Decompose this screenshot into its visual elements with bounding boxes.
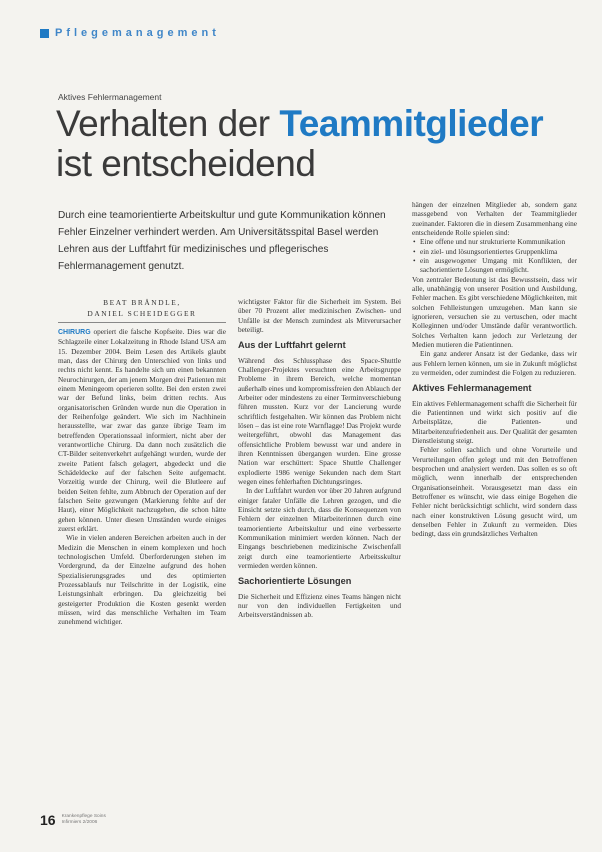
paragraph: Wie in vielen anderen Bereichen arbeiten auch in der Medizin die Menschen in einem komplexen und hoch technologischen Umfeld. Überforderungen stehen im Vordergrund, da der Einzelne aufgrund des hohen Spezialisierungsgrades und des optimierten Prozessablaufs nur Teilschritte in der Logistik, eine Leistungsinhalt erbringen. Da gleichzeitig bei gesteigerter Produktion die Kosten gesenkt werden müssen, wird das menschliche Verhalten im Team zunehmend wichtiger. [58, 533, 226, 627]
title-line2: ist entscheidend [56, 143, 316, 184]
paragraph: Die Sicherheit und Effizienz eines Teams hängen nicht nur von den individuellen Fertigkeiten und Arbeitsverständnissen ab. [238, 591, 401, 620]
title-part1: Verhalten der [56, 103, 280, 144]
paragraph: Fehler sollen sachlich und ohne Vorurteile und Verurteilungen offen gelegt und mit den Betroffenen besprochen und analysiert werden. Das sollen es so oft möglich, wenn innerhalb der entsprechenden Organisationseinheit. Vorausgesetzt man dass ein Betroffener es wünscht, wie dass einige Bogehen die Fehler nicht berücksichtigt schlicht, wird sondern dass nach einer konstruktiven Lösung gesucht wird, um denselben Fehler in Zukunft zu vermeiden. Dies bedingt, dass ein grundsätzliches Verhalten [412, 445, 577, 539]
text-column-1 [58, 327, 226, 811]
publication-issue: Infirmiers 2/2006 [61, 820, 98, 825]
subheading-fehlermanagement: Aktives Fehlermanagement [412, 383, 532, 394]
subheading-luftfahrt: Aus der Luftfahrt gelernt [238, 340, 346, 351]
run-in-word: CHIRURG [58, 329, 91, 336]
section-title: Pflegemanagement [55, 27, 220, 39]
publication-name: Krankenpflege Soins [61, 814, 106, 819]
paragraph: wichtigster Faktor für die Sicherheit im System. Bei über 70 Prozent aller medizinischen Zwischen- und Unfälle ist der Mensch zumindest als Mitverursacher beteiligt. [238, 297, 401, 334]
author-1: BEAT BRÄNDLE, [103, 298, 181, 307]
paragraph: Während des Schlussphase des Space-Shuttle Challenger-Projektes versuchten eine Arbeitsgruppe Probleme in ihrem Bereich, welche momentan außerhalb eines und kompromissfreien den Ablauch der Arbeiter oder mindestens zu einer Terminverschiebung führen mussten. Kurz vor der Lancierung wurde schriftlich festgehalten. Wir können das Problem nicht lösen – das ist eine rote Warnflagge! Das Projekt wurde weitergeführt, obwohl das Management das offensichtliche Problem bewusst war und andere in ihren Kenntnissen übergangen wurden. Eine grosse Nation war erschüttert: Space Shuttle Challenger explodierte 1986 wenige Sekunden nach dem Start wegen eines fehlerhaften Dichtungsringes. [238, 355, 401, 486]
article-title [56, 104, 543, 184]
paragraph: Ein aktives Fehlermanagement schafft die Sicherheit für die Patientinnen und wirkt sich positiv auf die Arbeitsplätze, die Patienten- und Mitarbeitenzufriedenheit aus. Der Qualität der gesamten Dienstleistung steigt. [412, 398, 577, 445]
article-kicker: Aktives Fehlermanagement [58, 92, 162, 102]
page-number: 16 [40, 812, 56, 828]
section-marker-icon [40, 29, 49, 38]
list-item: • Eine offene und nur strukturierte Kommunikation [412, 237, 577, 246]
paragraph: Von zentraler Bedeutung ist das Bewusstsein, dass wir alle, unabhängig von unserer Position und Ausbildung, Fehler machen. Es gibt verschiedene Möglichkeiten, mit solchen Fehlleistungen umzugehen. Man kann sie ignorieren, versuchen sie zu vertuschen, oder macht Kolleginnen und/oder Umstände dafür verantwortlich. Solches Verhalten kann jedoch zur Verletzung der Medien mutieren die Patientinnen. [412, 274, 577, 349]
article-lead: Durch eine teamorientierte Arbeitskultur und gute Kommunikation können Fehler Einzelner verhindert werden. Am Universitätsspital Basel werden Lehren aus der Luftfahrt für medizinisches und pflegerisches Fehlermanagement genutzt. [58, 210, 386, 272]
list-item: • ein ausgewogener Umgang mit Konflikten, der sachorientierte Lösungen ermöglicht. [412, 256, 577, 275]
byline [58, 297, 226, 319]
paragraph-text: operiert die falsche Kopfseite. Dies war die Schlagzeile einer Lokalzeitung in Rhode Island USA am 15. Dezember 2004. Beim Lesen des Artikels glaubt man, dass der Chirurg den Unterschied von links und rechts nicht kennt. Es handelte sich um einen bekannten Neurochirurgen, der am jenem Morgen drei Patienten mit einem Meningeom operieren sollte. Bei den ersten zwei war der Befund links, beim dritten rechts. Aus organisatorischen Gründen wurde nun die Operation in der Reihenfolge geändert. Wie sich im Nachhinein herausstellte, war zwar das ganze übrige Team im betreffenden Operationssaal informiert, nicht aber der verantwortliche Chirurg. Da dann noch zusätzlich die CT-Bilder seitenverkehrt aufgehängt wurden, wurde der zweite Patient falsch gelagert, abgedeckt und die Schädeldecke auf der falschen Seite aufgemacht. Vorzeitig wurde der Chirurg, weil die Blutleere auf beiden Seiten fehlte, zum Abbruch der Operation auf der falschen Seite gezwungen (Markierung fehlte auf der Haut), einer Möglichkeit nachzugehen, die schon hätte gehen können. Unter diesen Umständen wurde einiges zuerst erklärt. [58, 327, 226, 533]
byline-divider [58, 322, 226, 323]
paragraph: In der Luftfahrt wurden vor über 20 Jahren aufgrund einiger fataler Unfälle die Lehren gezogen, und die Einsicht setzte sich durch, dass die Konsequenzen von Fehlern der einzelnen Mitarbeiterinnen durch eine teamorientierte Arbeitskultur und eine verbesserte Kommunikation minimiert werden können. Nach der Eingangs beschriebenen medizinische Zwischenfall zeigt durch eine teamorientierte Arbeitsskultur vermieden werden können. [238, 486, 401, 570]
paragraph [58, 327, 226, 533]
text-column-2 [238, 297, 401, 817]
paragraph: hängen der einzelnen Mitglieder ab, sondern ganz massgebend von Verhalten der Teammitglieder zueinander. Faktoren die in diesem Zusammenhang eine entscheidende Rolle spielen sind: [412, 200, 577, 237]
author-2: DANIEL SCHEIDEGGER [87, 309, 197, 318]
paragraph: Ein ganz anderer Ansatz ist der Gedanke, dass wir aus Fehlern lernen können, um sie in Zukunft möglichst zu vermeiden, oder zumindest die Folgen zu reduzieren. [412, 349, 577, 377]
list-item: • ein ziel- und lösungsorientiertes Gruppenklima [412, 247, 577, 256]
text-column-3 [412, 200, 577, 820]
page-footer [40, 812, 106, 828]
title-accent: Teammitglieder [279, 103, 544, 144]
subheading-loesungen: Sachorientierte Lösungen [238, 576, 352, 587]
factor-list [412, 237, 577, 274]
publication-info [62, 814, 106, 826]
section-header [40, 26, 220, 40]
